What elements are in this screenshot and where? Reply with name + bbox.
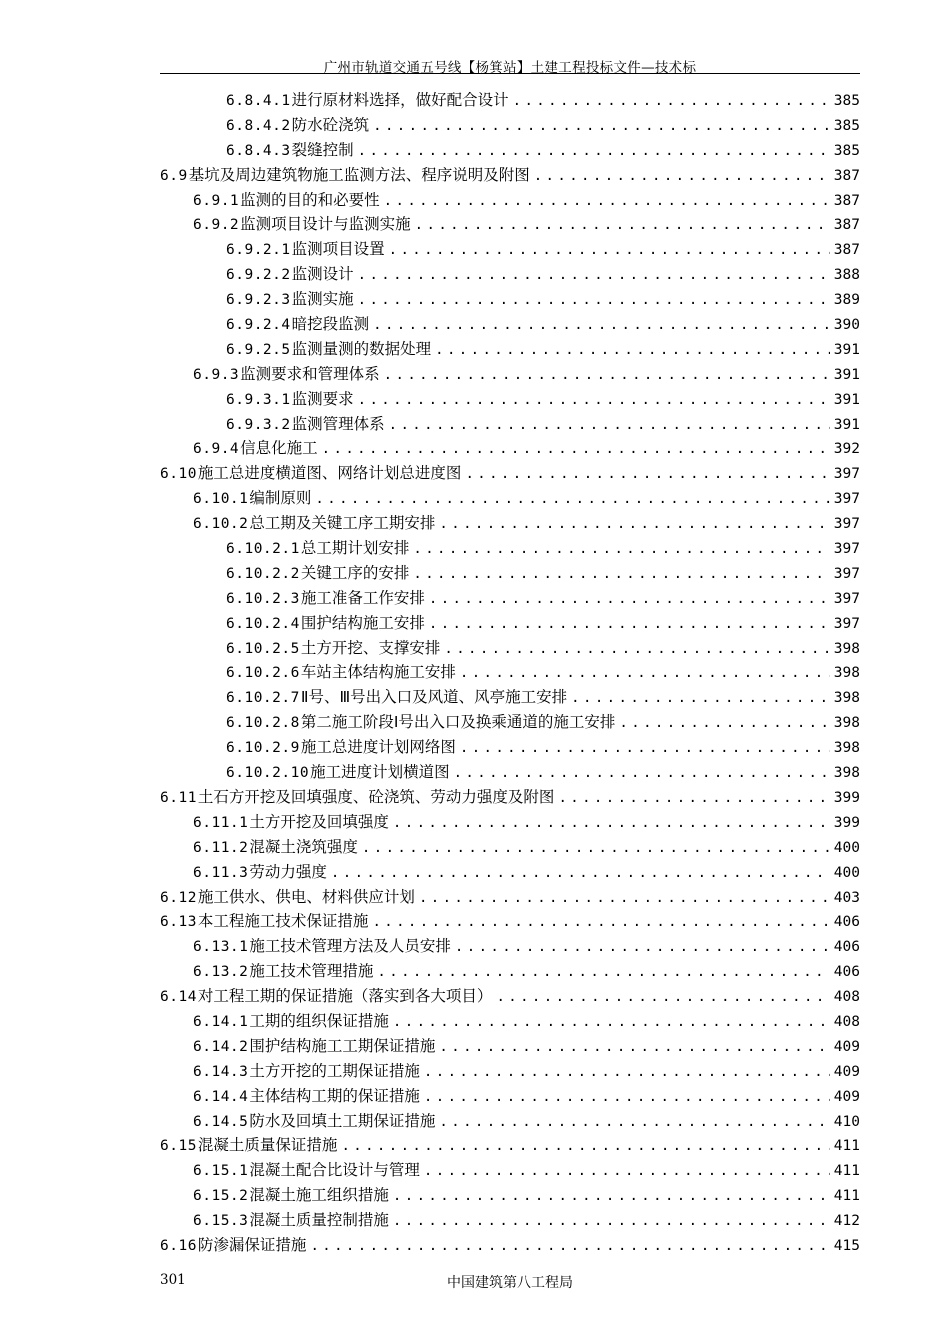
toc-dot-leader <box>435 342 830 358</box>
toc-entry[interactable] <box>160 1059 860 1084</box>
toc-entry-page: 398 <box>833 640 860 657</box>
toc-entry-number: 6.8.4.1 <box>226 93 291 109</box>
toc-entry-page: 397 <box>833 466 860 483</box>
toc-entry-number: 6.10.2.4 <box>226 615 300 632</box>
toc-entry-page: 397 <box>833 590 860 607</box>
table-of-contents <box>160 88 860 1258</box>
toc-entry-page: 408 <box>833 989 860 1006</box>
toc-entry-page: 409 <box>833 1088 860 1105</box>
toc-entry-title: 监测要求和管理体系 <box>240 364 380 383</box>
toc-dot-leader <box>429 616 830 632</box>
toc-dot-leader <box>358 392 830 408</box>
toc-dot-leader <box>322 441 830 457</box>
toc-entry-title: 监测量测的数据处理 <box>291 339 432 358</box>
toc-dot-leader <box>393 1014 830 1030</box>
toc-dot-leader <box>393 815 830 831</box>
toc-entry[interactable] <box>160 1158 860 1183</box>
toc-entry[interactable] <box>160 212 860 237</box>
toc-entry[interactable] <box>160 660 860 685</box>
toc-entry[interactable] <box>160 337 860 362</box>
toc-entry-title: 施工总进度横道图、网络计划总进度图 <box>197 464 462 483</box>
toc-entry-page: 410 <box>833 1113 860 1130</box>
toc-entry-page: 391 <box>833 391 860 408</box>
toc-entry-page: 406 <box>833 914 860 931</box>
toc-entry-number: 6.14.3 <box>193 1063 249 1080</box>
header-rule <box>160 73 860 74</box>
toc-entry-title: 进行原材料选择，做好配合设计 <box>291 91 509 109</box>
toc-dot-leader <box>558 790 829 806</box>
toc-entry-title: 对工程工期的保证措施（落实到各大项目） <box>197 987 493 1006</box>
toc-dot-leader <box>460 665 830 681</box>
toc-entry[interactable] <box>160 810 860 835</box>
toc-entry[interactable] <box>160 1233 860 1258</box>
toc-entry-title: 裂缝控制 <box>291 140 354 159</box>
toc-dot-leader <box>424 1089 830 1105</box>
toc-entry-number: 6.14.5 <box>193 1113 249 1130</box>
toc-entry[interactable] <box>160 1034 860 1059</box>
toc-entry-title: 施工供水、供电、材料供应计划 <box>197 887 415 906</box>
toc-entry[interactable] <box>160 362 860 387</box>
toc-entry-number: 6.9.2.3 <box>226 292 291 309</box>
toc-entry[interactable] <box>160 735 860 760</box>
toc-entry-number: 6.10.2.7 <box>226 690 300 707</box>
toc-entry[interactable] <box>160 1109 860 1134</box>
toc-entry-page: 399 <box>833 789 860 806</box>
toc-entry[interactable] <box>160 387 860 412</box>
toc-entry[interactable] <box>160 710 860 735</box>
toc-entry-page: 397 <box>833 615 860 632</box>
toc-entry-number: 6.10.1 <box>193 491 249 508</box>
toc-dot-leader <box>619 715 829 731</box>
toc-entry-title: 监测要求 <box>291 389 354 408</box>
toc-dot-leader <box>413 541 829 557</box>
toc-entry-title: 土方开挖的工期保证措施 <box>249 1061 420 1080</box>
toc-entry[interactable] <box>160 1009 860 1034</box>
toc-entry-page: 398 <box>833 765 860 782</box>
toc-entry-title: 监测管理体系 <box>291 414 385 433</box>
toc-entry-title: 监测项目设置 <box>291 240 385 259</box>
toc-entry[interactable] <box>160 188 860 213</box>
toc-entry-title: 工期的组织保证措施 <box>249 1011 389 1030</box>
toc-entry-number: 6.15.1 <box>193 1163 249 1180</box>
toc-entry[interactable] <box>160 860 860 885</box>
toc-dot-leader <box>419 890 830 906</box>
toc-entry-title: 第二施工阶段Ⅰ号出入口及换乘通道的施工安排 <box>300 713 616 732</box>
toc-entry[interactable] <box>160 287 860 312</box>
toc-dot-leader <box>496 989 829 1005</box>
toc-entry-title: 混凝土施工组织措施 <box>249 1186 389 1205</box>
toc-entry-page: 397 <box>833 491 860 508</box>
toc-entry-number: 6.10.2 <box>193 516 249 533</box>
toc-entry-title: 防水及回填土工期保证措施 <box>249 1111 436 1130</box>
toc-entry-number: 6.12 <box>160 889 197 906</box>
toc-entry-number: 6.10.2.6 <box>226 665 300 682</box>
toc-dot-leader <box>534 168 830 184</box>
toc-entry-title: 监测项目设计与监测实施 <box>240 215 411 234</box>
toc-entry-title: 施工技术管理措施 <box>249 962 374 981</box>
toc-dot-leader <box>439 1039 829 1055</box>
toc-dot-leader <box>310 1238 829 1254</box>
toc-dot-leader <box>415 217 830 233</box>
toc-entry[interactable] <box>160 113 860 138</box>
toc-entry[interactable] <box>160 909 860 934</box>
toc-entry-number: 6.13.1 <box>193 939 249 956</box>
toc-entry-page: 390 <box>833 317 860 334</box>
toc-entry-page: 398 <box>833 690 860 707</box>
toc-entry-page: 411 <box>833 1188 860 1205</box>
toc-entry-page: 397 <box>833 565 860 582</box>
toc-dot-leader <box>372 914 829 930</box>
toc-entry[interactable] <box>160 1183 860 1208</box>
page-header: 广州市轨道交通五号线【杨箕站】土建工程投标文件—技术标 <box>323 60 697 76</box>
toc-dot-leader <box>424 1064 830 1080</box>
toc-entry-number: 6.13.2 <box>193 964 249 981</box>
toc-entry-title: 信息化施工 <box>240 439 318 458</box>
toc-entry-number: 6.15.2 <box>193 1188 249 1205</box>
toc-entry[interactable] <box>160 785 860 810</box>
toc-entry-number: 6.9.2.2 <box>226 267 291 284</box>
toc-entry-number: 6.13 <box>160 914 197 931</box>
toc-entry[interactable] <box>160 959 860 984</box>
toc-entry-number: 6.10.2.9 <box>226 740 300 757</box>
toc-dot-leader <box>571 690 830 706</box>
toc-entry-page: 398 <box>833 665 860 682</box>
toc-dot-leader <box>315 491 829 507</box>
toc-dot-leader <box>429 591 830 607</box>
toc-entry-title: 总工期及关键工序工期安排 <box>249 514 436 533</box>
toc-dot-leader <box>424 1163 830 1179</box>
toc-entry-page: 391 <box>833 416 860 433</box>
toc-entry-title: 防水砼浇筑 <box>291 115 370 134</box>
toc-dot-leader <box>393 1188 830 1204</box>
toc-entry-number: 6.16 <box>160 1237 197 1254</box>
toc-entry[interactable] <box>160 685 860 710</box>
toc-entry[interactable] <box>160 586 860 611</box>
toc-entry-number: 6.14.4 <box>193 1088 249 1105</box>
toc-entry-page: 391 <box>833 366 860 383</box>
toc-entry[interactable] <box>160 412 860 437</box>
toc-entry-page: 411 <box>833 1138 860 1155</box>
toc-entry-title: 总工期计划安排 <box>300 539 410 558</box>
toc-entry-number: 6.14.2 <box>193 1038 249 1055</box>
toc-entry-title: 主体结构工期的保证措施 <box>249 1086 420 1105</box>
toc-dot-leader <box>393 1213 830 1229</box>
toc-entry-number: 6.11.2 <box>193 839 249 856</box>
toc-entry[interactable] <box>160 262 860 287</box>
toc-entry-title: Ⅱ号、Ⅲ号出入口及风道、风亭施工安排 <box>300 688 568 707</box>
toc-entry[interactable] <box>160 436 860 461</box>
toc-entry[interactable] <box>160 636 860 661</box>
toc-entry-title: 车站主体结构施工安排 <box>300 663 456 682</box>
toc-entry-page: 398 <box>833 740 860 757</box>
toc-entry[interactable] <box>160 163 860 188</box>
toc-entry-page: 412 <box>833 1213 860 1230</box>
toc-entry-number: 6.8.4.2 <box>226 117 291 134</box>
toc-entry-page: 397 <box>833 516 860 533</box>
toc-dot-leader <box>389 242 830 258</box>
toc-entry-number: 6.10.2.1 <box>226 541 300 558</box>
toc-dot-leader <box>389 417 830 433</box>
toc-entry-page: 415 <box>833 1237 860 1254</box>
toc-entry[interactable] <box>160 885 860 910</box>
toc-entry[interactable] <box>160 486 860 511</box>
toc-entry-title: 混凝土质量控制措施 <box>249 1211 389 1230</box>
toc-entry-title: 暗挖段监测 <box>291 315 370 334</box>
toc-entry[interactable] <box>160 1133 860 1158</box>
toc-entry-title: 围护结构施工工期保证措施 <box>249 1036 436 1055</box>
toc-entry[interactable] <box>160 934 860 959</box>
toc-entry-page: 388 <box>833 267 860 284</box>
toc-entry[interactable] <box>160 237 860 262</box>
toc-entry-title: 施工技术管理方法及人员安排 <box>249 937 451 956</box>
toc-entry-number: 6.9.2.1 <box>226 242 291 259</box>
toc-entry-number: 6.10.2.3 <box>226 590 300 607</box>
toc-entry-page: 406 <box>833 964 860 981</box>
toc-entry-page: 409 <box>833 1063 860 1080</box>
toc-dot-leader <box>377 964 829 980</box>
toc-entry-page: 397 <box>833 541 860 558</box>
toc-entry-number: 6.10.2.10 <box>226 765 310 782</box>
toc-entry-title: 基坑及周边建筑物施工监测方法、程序说明及附图 <box>188 165 530 184</box>
toc-entry[interactable] <box>160 1084 860 1109</box>
toc-entry-number: 6.9 <box>160 167 188 184</box>
toc-entry-page: 387 <box>833 217 860 234</box>
toc-entry-number: 6.14 <box>160 989 197 1006</box>
toc-entry-page: 409 <box>833 1038 860 1055</box>
toc-entry-page: 408 <box>833 1013 860 1030</box>
footer-organization: 中国建筑第八工程局 <box>447 1275 573 1291</box>
toc-entry-number: 6.9.3.1 <box>226 391 291 408</box>
toc-entry-title: 土方开挖、支撑安排 <box>300 638 441 657</box>
toc-entry[interactable] <box>160 511 860 536</box>
toc-entry-page: 391 <box>833 341 860 358</box>
toc-dot-leader <box>454 765 830 781</box>
toc-dot-leader <box>362 840 830 856</box>
toc-entry-title: 土方开挖及回填强度 <box>249 812 389 831</box>
toc-entry[interactable] <box>160 760 860 785</box>
toc-entry-number: 6.11.1 <box>193 814 249 831</box>
toc-entry-page: 387 <box>833 242 860 259</box>
toc-entry-page: 385 <box>833 142 860 159</box>
toc-dot-leader <box>358 143 830 159</box>
toc-entry-page: 411 <box>833 1163 860 1180</box>
toc-dot-leader <box>439 1114 829 1130</box>
toc-dot-leader <box>373 317 830 333</box>
toc-entry[interactable] <box>160 536 860 561</box>
toc-entry-title: 监测的目的和必要性 <box>240 190 380 209</box>
toc-entry-title: 劳动力强度 <box>249 862 327 881</box>
toc-entry-number: 6.15.3 <box>193 1213 249 1230</box>
toc-entry-page: 399 <box>833 814 860 831</box>
toc-entry[interactable] <box>160 1208 860 1233</box>
toc-entry-title: 施工总进度计划网络图 <box>300 738 456 757</box>
toc-entry-title: 混凝土配合比设计与管理 <box>249 1161 420 1180</box>
toc-entry-number: 6.14.1 <box>193 1013 249 1030</box>
toc-entry[interactable] <box>160 312 860 337</box>
toc-entry-number: 6.15 <box>160 1138 197 1155</box>
toc-entry-title: 施工准备工作安排 <box>300 588 425 607</box>
toc-dot-leader <box>341 1138 829 1154</box>
toc-entry-number: 6.10.2.5 <box>226 640 300 657</box>
toc-entry-title: 土石方开挖及回填强度、砼浇筑、劳动力强度及附图 <box>197 787 555 806</box>
toc-entry-page: 392 <box>833 441 860 458</box>
toc-entry-number: 6.9.4 <box>193 441 240 458</box>
toc-dot-leader <box>358 292 830 308</box>
toc-entry-title: 施工进度计划横道图 <box>310 763 450 782</box>
toc-entry-number: 6.9.2 <box>193 217 240 234</box>
toc-entry-page: 387 <box>833 167 860 184</box>
toc-entry-number: 6.8.4.3 <box>226 142 291 159</box>
toc-entry-title: 编制原则 <box>249 489 312 508</box>
toc-entry[interactable] <box>160 88 860 113</box>
toc-entry-title: 本工程施工技术保证措施 <box>197 912 369 931</box>
toc-dot-leader <box>465 466 829 482</box>
toc-entry[interactable] <box>160 561 860 586</box>
toc-entry-number: 6.9.1 <box>193 192 240 209</box>
toc-entry-number: 6.10.2.2 <box>226 565 300 582</box>
toc-entry-title: 防渗漏保证措施 <box>197 1235 307 1254</box>
toc-entry-page: 403 <box>833 889 860 906</box>
toc-entry-number: 6.9.2.4 <box>226 317 291 334</box>
toc-dot-leader <box>513 93 830 109</box>
toc-entry-title: 混凝土质量保证措施 <box>197 1136 338 1155</box>
toc-dot-leader <box>413 566 829 582</box>
toc-entry-number: 6.9.2.5 <box>226 341 291 358</box>
toc-entry-title: 混凝土浇筑强度 <box>249 837 358 856</box>
toc-dot-leader <box>373 118 830 134</box>
toc-dot-leader <box>358 267 830 283</box>
toc-entry[interactable] <box>160 461 860 486</box>
toc-entry-number: 6.9.3.2 <box>226 416 291 433</box>
toc-entry-number: 6.10 <box>160 466 197 483</box>
toc-entry-title: 围护结构施工安排 <box>300 613 425 632</box>
toc-entry-number: 6.11 <box>160 789 197 806</box>
toc-entry[interactable] <box>160 138 860 163</box>
toc-entry-page: 389 <box>833 292 860 309</box>
toc-dot-leader <box>331 865 830 881</box>
toc-entry-title: 监测设计 <box>291 265 354 284</box>
toc-entry-number: 6.9.3 <box>193 366 240 383</box>
toc-entry-title: 关键工序的安排 <box>300 563 410 582</box>
toc-dot-leader <box>439 516 829 532</box>
toc-entry-number: 6.11.3 <box>193 864 249 881</box>
toc-entry-page: 406 <box>833 939 860 956</box>
toc-dot-leader <box>384 193 830 209</box>
toc-entry-page: 387 <box>833 192 860 209</box>
toc-entry-number: 6.10.2.8 <box>226 715 300 732</box>
toc-dot-leader <box>384 367 830 383</box>
toc-entry[interactable] <box>160 611 860 636</box>
toc-entry[interactable] <box>160 984 860 1009</box>
footer-page-number: 301 <box>160 1272 186 1288</box>
toc-entry-page: 385 <box>833 93 860 109</box>
toc-dot-leader <box>460 740 830 756</box>
toc-entry-title: 监测实施 <box>291 290 354 309</box>
toc-entry-page: 398 <box>833 715 860 732</box>
toc-dot-leader <box>455 939 830 955</box>
toc-entry[interactable] <box>160 835 860 860</box>
toc-entry-page: 400 <box>833 839 860 856</box>
toc-entry-page: 400 <box>833 864 860 881</box>
toc-entry-page: 385 <box>833 117 860 134</box>
toc-dot-leader <box>444 641 829 657</box>
